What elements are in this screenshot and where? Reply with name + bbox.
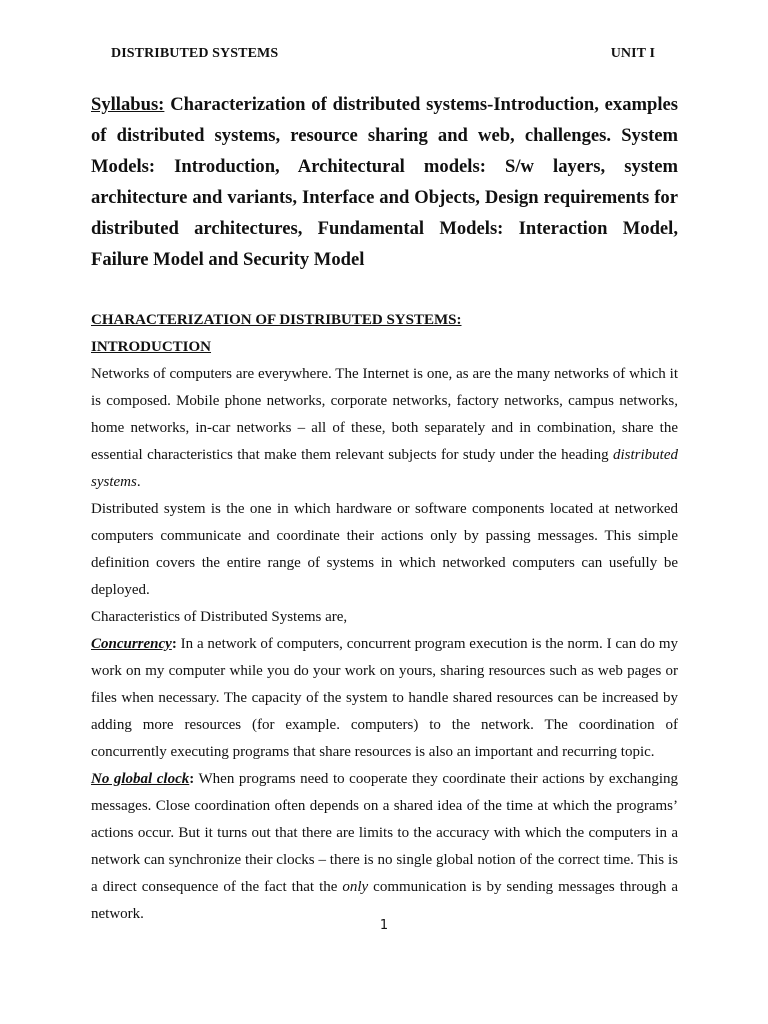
concurrency-paragraph xyxy=(91,631,678,766)
concurrency-text: In a network of computers, concurrent program execution is the norm. I can do my work on my computer while you do your work on yours, sharing resources such as web pages or files when necessary. The capacity of the system to handle shared resources can be increased by adding more resources (for example. computers) to the network. The coordination of concurrently executing programs that share resources is also an important and recurring topic. xyxy=(91,636,678,760)
intro-paragraph-1-text: Networks of computers are everywhere. The Internet is one, as are the many networks of which it is composed. Mobile phone networks, corporate networks, factory networks, campus networks, home networks, in-car networks – all of these, both separately and in combination, share the essential characteristics that make them relevant subjects for study under the heading xyxy=(91,366,678,463)
course-title: DISTRIBUTED SYSTEMS xyxy=(111,46,279,61)
concurrency-term: Concurrency xyxy=(91,636,172,652)
intro-paragraph-1-end: . xyxy=(136,474,141,490)
no-global-clock-paragraph xyxy=(91,766,678,928)
no-global-clock-italic: only xyxy=(342,879,369,895)
syllabus-text: Characterization of distributed systems-Introduction, examples of distributed systems, resource sharing and web, challenges. System Models: Introduction, Architectural models: S/w layers, system architecture and variants, Interface and Objects, Design requirements for distributed architectures, Fundamental Models: Interaction Model, Failure Model and Security Model xyxy=(91,94,679,270)
page-content xyxy=(91,89,678,928)
no-global-clock-text-1: When programs need to cooperate they coordinate their actions by exchanging messages. Close coordination often depends on a shared idea of the time at which the programs’ actions occur. But it turns out that there are limits to the accuracy with which the computers in a network can synchronize their clocks – there is no single global notion of the correct time. This is a direct consequence of the fact that the xyxy=(91,771,678,895)
intro-paragraph-1-italic: distributed systems xyxy=(91,447,679,490)
running-header xyxy=(111,46,655,66)
intro-paragraph-3: Characteristics of Distributed Systems are, xyxy=(91,609,348,625)
no-global-clock-text-2: communication is by sending messages through a network. xyxy=(91,879,679,922)
concurrency-colon: : xyxy=(171,636,177,652)
section-subtitle: INTRODUCTION xyxy=(91,339,212,355)
intro-paragraph-1 xyxy=(91,361,678,496)
no-global-clock-term: No global clock xyxy=(91,771,190,787)
section-title: CHARACTERIZATION OF DISTRIBUTED SYSTEMS: xyxy=(91,312,462,328)
page-number: 1 xyxy=(379,918,389,933)
intro-paragraph-2: Distributed system is the one in which hardware or software components located at networked computers communicate and coordinate their actions only by passing messages. This simple definition covers the entire range of systems in which networked computers can usefully be deployed. xyxy=(91,501,678,598)
syllabus-label: Syllabus: xyxy=(91,94,165,115)
no-global-clock-colon: : xyxy=(189,771,195,787)
unit-label: UNIT I xyxy=(610,46,655,61)
syllabus-block xyxy=(91,89,678,275)
